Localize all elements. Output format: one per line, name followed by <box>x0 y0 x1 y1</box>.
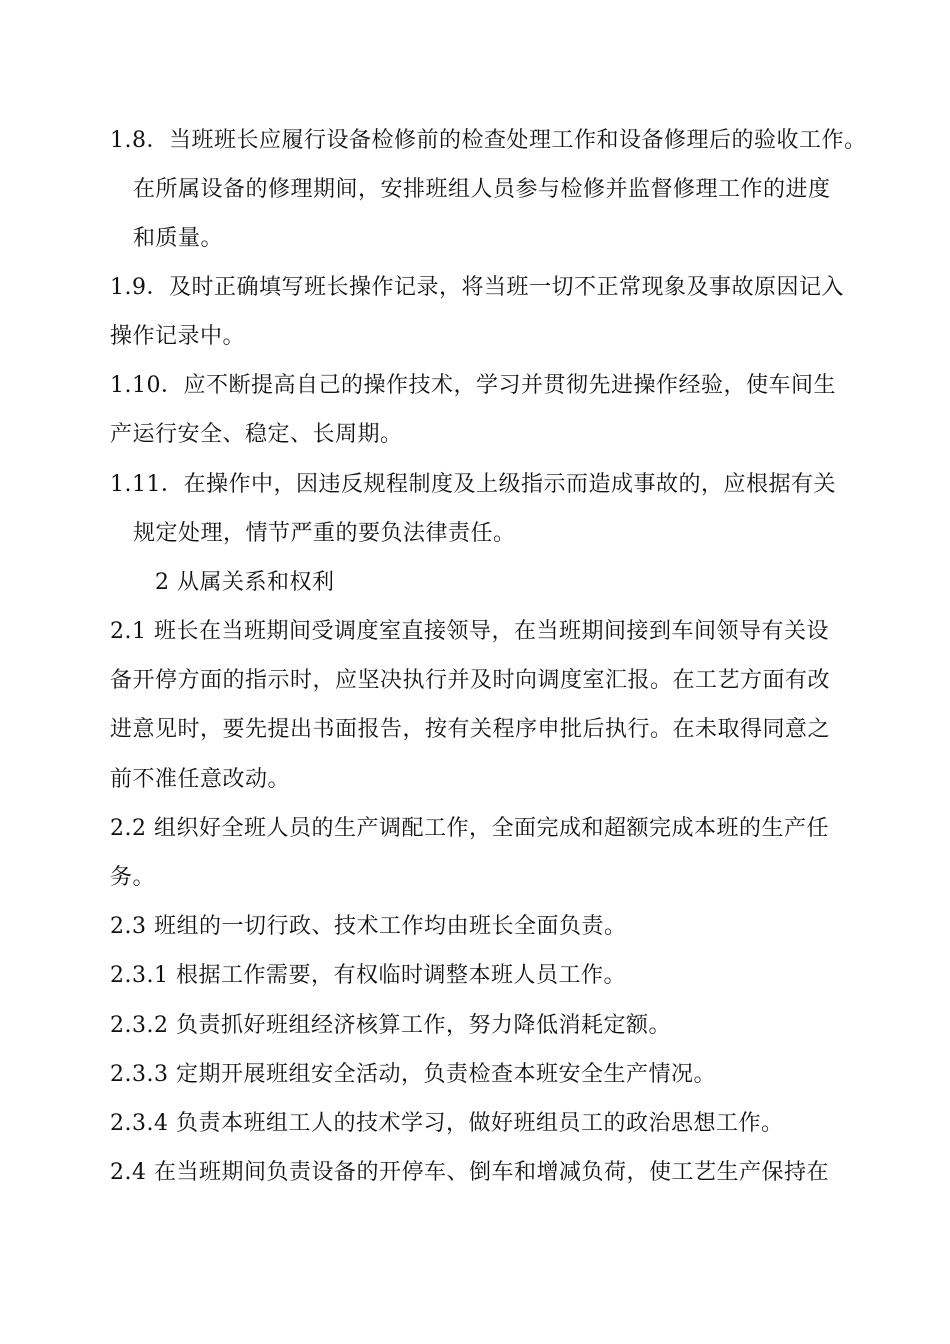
text-line-1-8-cont-1: 在所属设备的修理期间，安排班组人员参与检修并监督修理工作的进度 <box>133 177 831 202</box>
text-line-1-9: 1.9．及时正确填写班长操作记录，将当班一切不正常现象及事故原因记入 <box>110 275 844 300</box>
text-line-2-1-cont-1: 备开停方面的指示时，应坚决执行并及时向调度室汇报。在工艺方面有改 <box>110 668 831 693</box>
text-line-2-1-cont-3: 前不准任意改动。 <box>110 767 291 792</box>
text-line-1-8-cont-2: 和质量。 <box>133 226 224 251</box>
text-line-1-8: 1.8．当班班长应履行设备检修前的检查处理工作和设备修理后的验收工作。 <box>110 128 867 153</box>
text-line-2-3-1: 2.3.1 根据工作需要，有权临时调整本班人员工作。 <box>110 963 626 988</box>
text-line-1-9-cont: 操作记录中。 <box>110 324 246 349</box>
text-line-1-11-cont: 规定处理，情节严重的要负法律责任。 <box>133 521 516 546</box>
section-heading-2: 2 从属关系和权利 <box>155 570 335 595</box>
text-line-1-10: 1.10．应不断提高自己的操作技术，学习并贯彻先进操作经验，使车间生 <box>110 373 836 398</box>
text-line-2-3: 2.3 班组的一切行政、技术工作均由班长全面负责。 <box>110 914 627 939</box>
text-line-1-11: 1.11．在操作中，因违反规程制度及上级指示而造成事故的，应根据有关 <box>110 472 836 497</box>
text-line-2-1-cont-2: 进意见时，要先提出书面报告，按有关程序申批后执行。在未取得同意之 <box>110 717 831 742</box>
text-line-2-3-3: 2.3.3 定期开展班组安全活动，负责检查本班安全生产情况。 <box>110 1062 716 1087</box>
text-line-2-2: 2.2 组织好全班人员的生产调配工作，全面完成和超额完成本班的生产任 <box>110 816 829 841</box>
text-line-2-3-4: 2.3.4 负责本班组工人的技术学习，做好班组员工的政治思想工作。 <box>110 1111 784 1136</box>
text-line-1-10-cont: 产运行安全、稳定、长周期。 <box>110 422 403 447</box>
text-line-2-4: 2.4 在当班期间负责设备的开停车、倒车和增减负荷，使工艺生产保持在 <box>110 1160 829 1185</box>
text-line-2-1: 2.1 班长在当班期间受调度室直接领导，在当班期间接到车间领导有关设 <box>110 619 829 644</box>
text-line-2-3-2: 2.3.2 负责抓好班组经济核算工作，努力降低消耗定额。 <box>110 1013 671 1038</box>
text-line-2-2-cont: 务。 <box>110 865 156 890</box>
